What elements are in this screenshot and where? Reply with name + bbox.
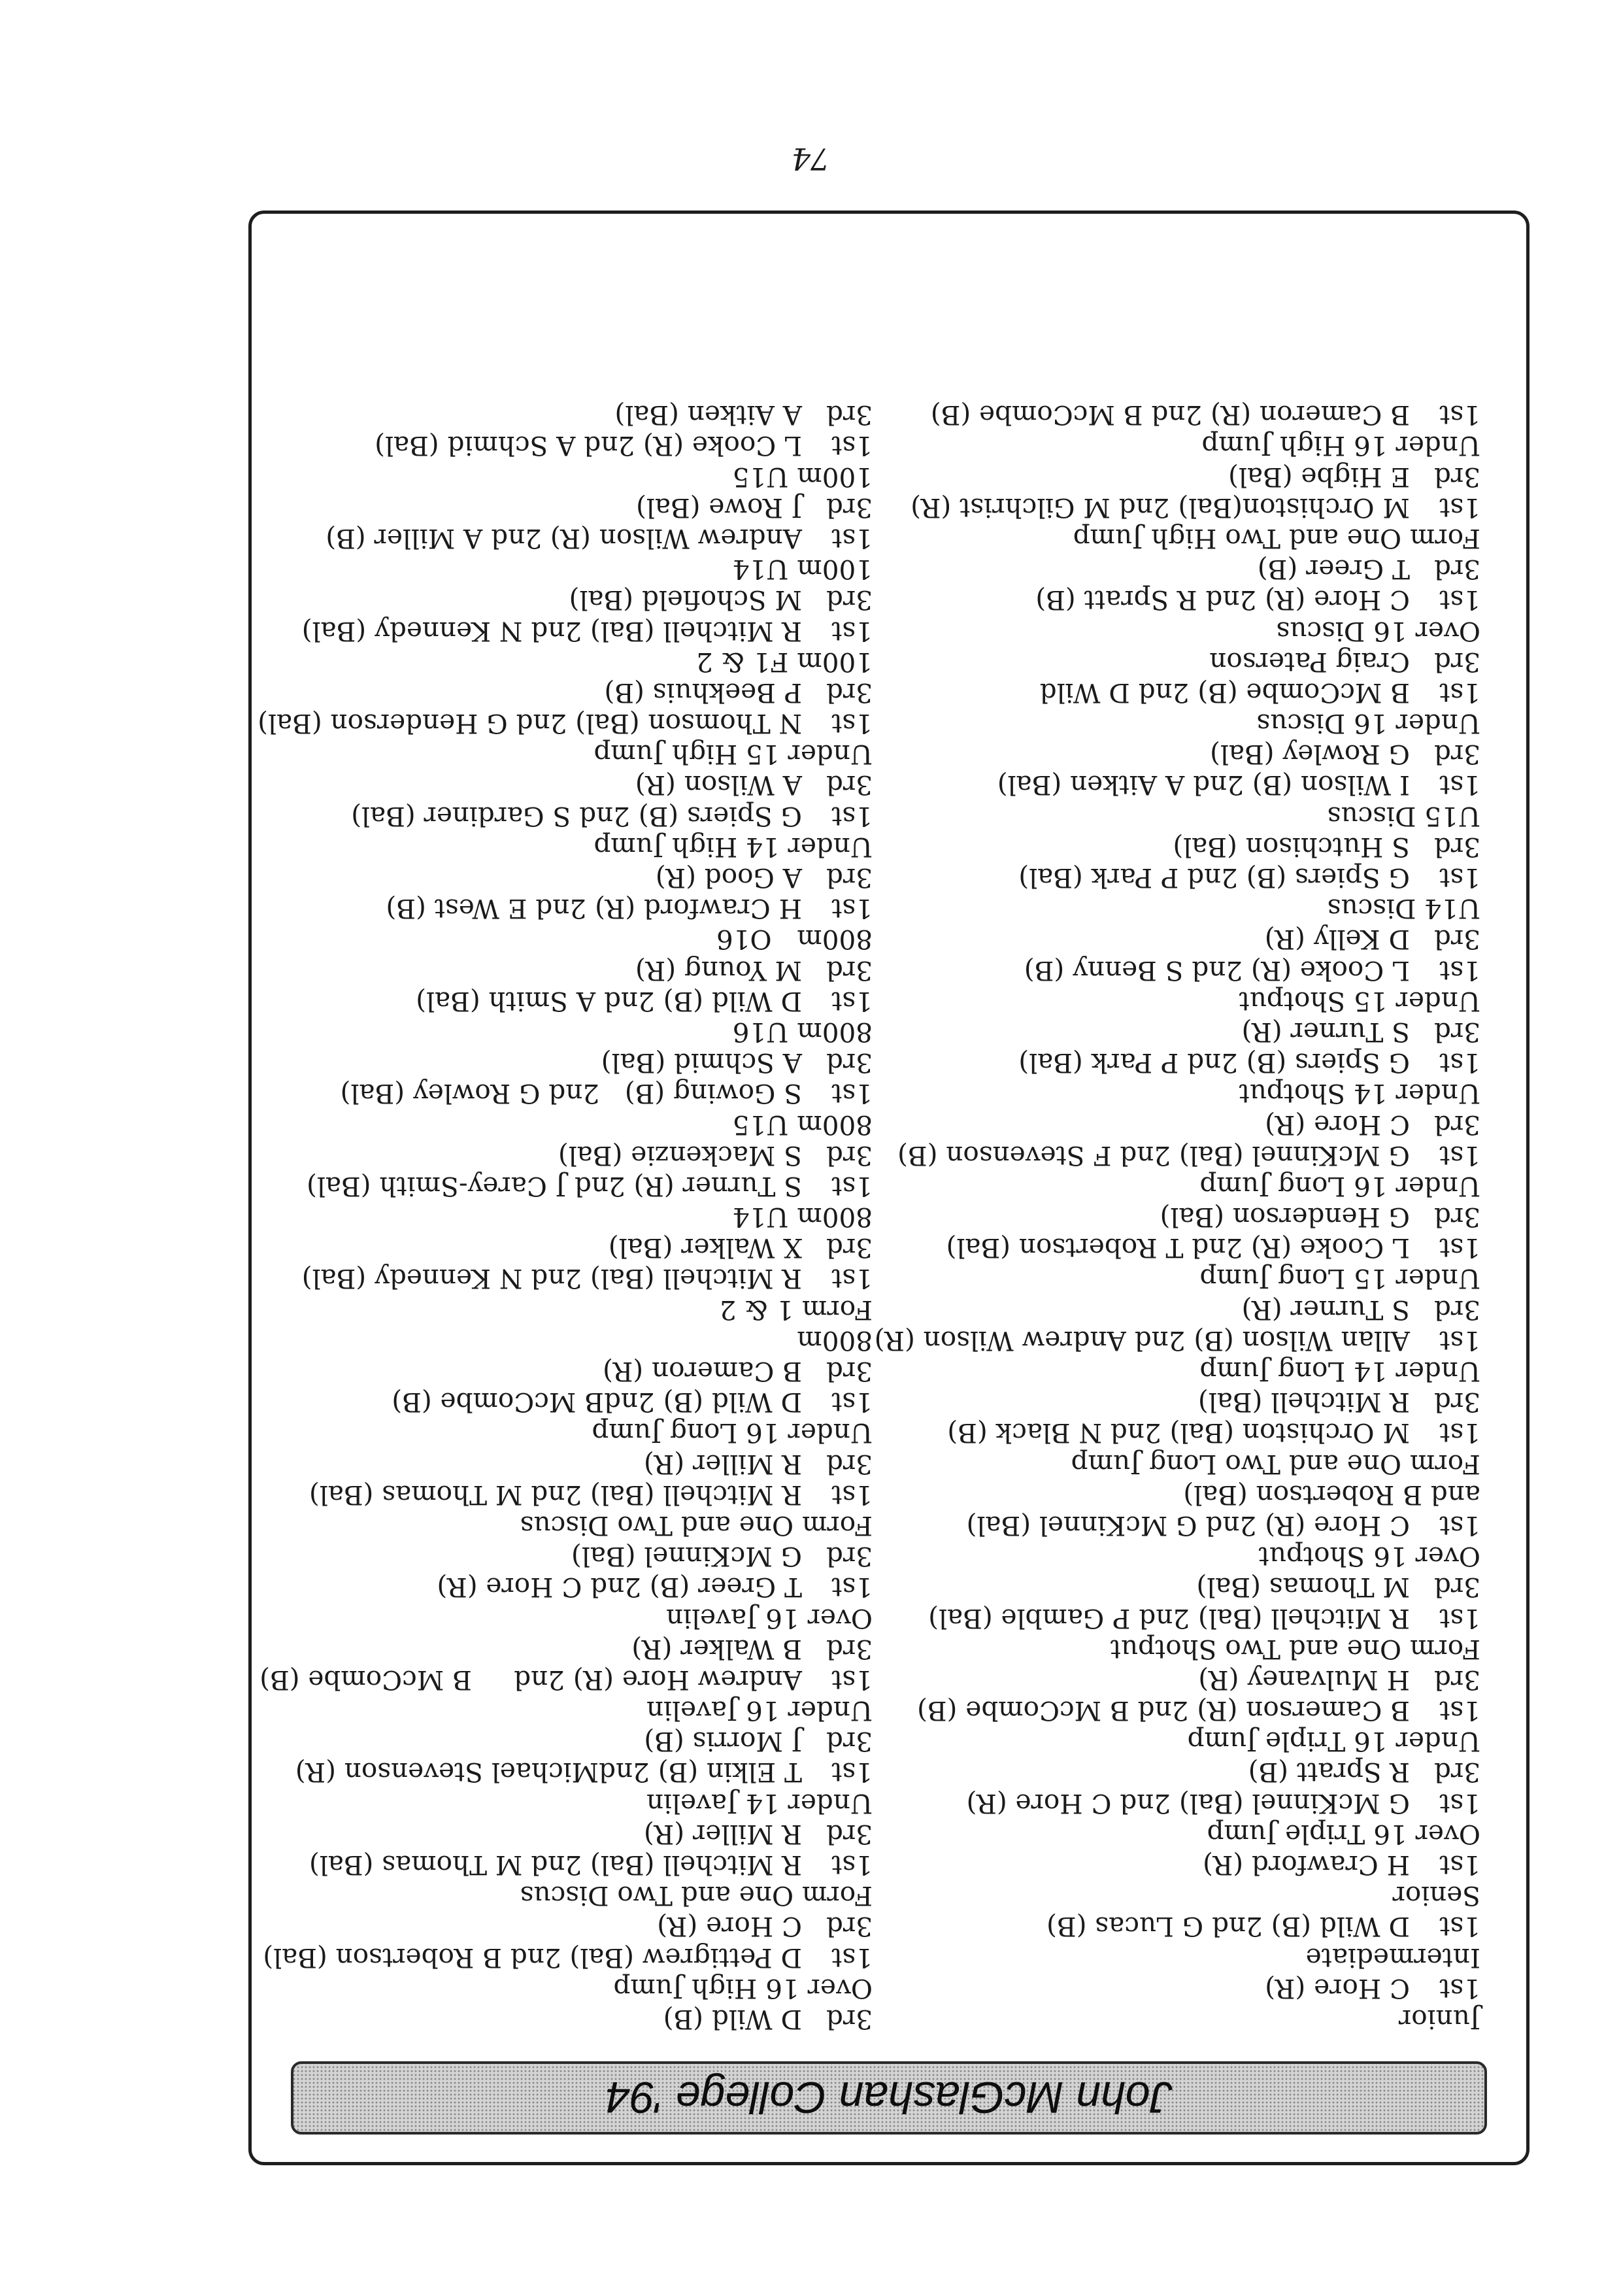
result-names: H Crawford (R): [1203, 1849, 1410, 1882]
result-line: [905, 1294, 1480, 1325]
result-line: [297, 986, 873, 1017]
placing-label: 3rd: [826, 862, 873, 894]
result-names: E Higbe (Bal): [1228, 461, 1410, 493]
placing-label: 1st: [1439, 1047, 1480, 1079]
event-heading-text: Under 16 Discus: [1256, 708, 1480, 740]
placing-label: 1st: [1439, 399, 1480, 431]
placing-label: 3rd: [1433, 831, 1480, 863]
event-heading-text: 800m U14: [732, 1202, 873, 1234]
result-line: [297, 1726, 873, 1757]
placing-label: 1st: [1439, 769, 1480, 802]
result-line: [259, 1664, 873, 1696]
results-column-left: [874, 399, 1480, 2035]
event-heading-text: Under 14 Shotput: [1239, 1078, 1480, 1110]
event-heading: [905, 1171, 1480, 1202]
result-line: [905, 1510, 1480, 1541]
result-line: [905, 1047, 1480, 1078]
event-heading: [905, 615, 1480, 646]
placing-label: 3rd: [1433, 1202, 1480, 1234]
result-line: [905, 1387, 1480, 1417]
placing-label: 3rd: [826, 2004, 873, 2035]
result-names: H Mulvaney (R): [1198, 1664, 1410, 1696]
title-banner: [291, 2061, 1487, 2135]
placing-label: 3rd: [826, 1356, 873, 1388]
placing-label: 3rd: [826, 1911, 873, 1943]
result-line: [297, 769, 873, 800]
result-line: [297, 1047, 873, 1078]
result-line: [297, 1140, 873, 1171]
result-line: [297, 1634, 873, 1664]
result-line: [297, 1448, 873, 1479]
event-heading-text: Under 16 Javelin: [646, 1695, 873, 1727]
event-heading: [297, 1017, 873, 1047]
placing-label: 3rd: [826, 769, 873, 802]
placing-label: 1st: [1439, 1695, 1480, 1727]
result-names: J Rowe (Bal): [636, 492, 802, 524]
event-heading-text: Under 14 Javelin: [646, 1787, 873, 1819]
result-names: D Wild (B): [663, 2004, 802, 2035]
result-line: [263, 1942, 873, 1974]
result-names: A Good (R): [655, 862, 802, 894]
placing-label: 1st: [1439, 1140, 1480, 1172]
result-line: [297, 1849, 873, 1880]
event-heading: [297, 554, 873, 584]
placing-label: 3rd: [826, 1448, 873, 1480]
result-line: [297, 492, 873, 523]
event-heading-text: Under 14 High Jump: [593, 831, 873, 863]
result-names: G Henderson (Bal): [1160, 1202, 1410, 1234]
event-heading: [905, 986, 1480, 1017]
placing-label: 3rd: [826, 492, 873, 524]
placing-label: 3rd: [1433, 1109, 1480, 1141]
result-names: L Cooke (R) 2nd T Robertson (Bal): [946, 1232, 1410, 1264]
result-names: N Thomson (Bal) 2nd G Henderson (Bal): [258, 708, 802, 740]
event-heading: [905, 1479, 1480, 1510]
placing-label: 3rd: [826, 1633, 873, 1665]
placing-label: 3rd: [826, 677, 873, 709]
placing-label: 3rd: [826, 1726, 873, 1758]
event-heading: [905, 1541, 1480, 1572]
result-names: B Camerson (R) 2nd B McCombe (B): [917, 1695, 1410, 1727]
result-names: S Turner (R): [1241, 1294, 1410, 1326]
placing-label: 3rd: [1433, 1017, 1480, 1048]
result-names: S Turner (R): [1241, 1017, 1410, 1048]
event-heading-text: 100m F1 & 2: [695, 646, 873, 678]
event-heading: [905, 1078, 1480, 1109]
placing-label: 3rd: [826, 1140, 873, 1172]
result-names: R Mitchell (Bal) 2nd M Thomas (Bal): [309, 1479, 802, 1511]
placing-label: 3rd: [826, 1232, 873, 1264]
placing-label: 3rd: [1433, 461, 1480, 493]
event-heading: [297, 1602, 873, 1633]
placing-label: 3rd: [1433, 924, 1480, 956]
result-names: S Turner (R) 2nd J Carey-Smith (Bal): [307, 1170, 802, 1202]
event-heading: [905, 801, 1480, 832]
event-heading: [297, 1325, 873, 1356]
result-names: B McCombe (B) 2nd D Wild: [1039, 677, 1410, 709]
result-names: T Elkin (B) 2ndMichael Stevenson (R): [295, 1757, 802, 1789]
event-heading-text: U14 Discus: [1327, 893, 1480, 925]
result-line: [297, 1387, 873, 1417]
placing-label: 1st: [831, 1479, 873, 1511]
event-heading-text: 800m O16: [716, 924, 873, 956]
result-names: T Greer (B) 2nd C Hore (R): [437, 1572, 802, 1604]
page-title: John McGlashan College '94: [605, 2072, 1173, 2122]
event-heading: [297, 832, 873, 862]
result-names: B Walker (R): [631, 1633, 802, 1665]
result-line: [297, 893, 873, 924]
event-heading-text: 100m U15: [732, 461, 873, 493]
placing-label: 3rd: [1433, 739, 1480, 771]
content-frame: [248, 211, 1529, 2165]
placing-label: 3rd: [1433, 1664, 1480, 1696]
event-heading: [297, 1973, 873, 2004]
result-line: [897, 1140, 1480, 1172]
result-line: [905, 1664, 1480, 1695]
result-names: A Schmid (Bal): [601, 1047, 802, 1079]
event-heading-text: Under 16 Long Jump: [1199, 1170, 1480, 1202]
result-line: [297, 430, 873, 461]
result-line: [905, 1417, 1480, 1448]
result-line: [905, 1017, 1480, 1047]
result-line: [905, 461, 1480, 492]
event-heading-text: Form One and Two High Jump: [1073, 523, 1480, 554]
placing-label: 1st: [1439, 954, 1480, 987]
result-names: G McKinnel (Bal) 2nd C Hore (R): [966, 1787, 1410, 1819]
placing-label: 1st: [831, 1942, 873, 1974]
result-line: [905, 647, 1480, 677]
result-names: D Wild (B) 2ndB McCombe (B): [392, 1387, 802, 1419]
result-line: [905, 1695, 1480, 1726]
result-names: C Hore (R): [1265, 1972, 1410, 2004]
placing-label: 1st: [831, 1757, 873, 1789]
event-heading-text: Junior: [1398, 2004, 1480, 2035]
result-line: [258, 708, 873, 740]
event-heading-text: Intermediate: [1305, 1942, 1480, 1974]
event-heading: [297, 924, 873, 954]
result-line: [297, 523, 873, 554]
result-names: C Hore (R) 2nd G McKinnel (Bal): [966, 1510, 1410, 1542]
placing-label: 3rd: [1433, 1572, 1480, 1604]
placing-label: 1st: [831, 800, 873, 832]
result-names: M Orchiston (Bal) 2nd N Black (B): [947, 1417, 1410, 1449]
result-line: [905, 1202, 1480, 1232]
result-names: M Orchiston(Bal) 2nd M Gilchrist (R): [911, 492, 1410, 524]
results-column-right: [258, 399, 873, 2035]
result-names: G McKinnel (Bal): [571, 1541, 802, 1573]
result-names: S Gowing (B) 2nd G Rowley (Bal): [340, 1078, 802, 1110]
placing-label: 1st: [831, 1263, 873, 1295]
placing-label: 3rd: [826, 1047, 873, 1079]
placing-label: 1st: [1439, 1849, 1480, 1882]
result-names: S Mackenzie (Bal): [558, 1140, 802, 1172]
event-heading-text: Under 16 Long Jump: [592, 1417, 873, 1449]
result-names: Andrew Wilson (R) 2nd A Miller (B): [326, 523, 802, 554]
event-heading-text: Form One and Two Shotput: [1110, 1633, 1480, 1665]
event-heading: [905, 1448, 1480, 1479]
placing-label: 3rd: [1433, 646, 1480, 678]
result-names: P Beekhuis (B): [604, 677, 802, 709]
result-names: S Hutchison (Bal): [1173, 831, 1410, 863]
event-heading-text: U15 Discus: [1327, 800, 1480, 832]
result-line: [297, 1819, 873, 1849]
event-heading-text: Over 16 High Jump: [613, 1972, 873, 2004]
result-names: L Cooke (R) 2nd S Benny (B): [1024, 954, 1410, 987]
placing-label: 1st: [831, 1849, 873, 1882]
placing-label: 1st: [831, 1078, 873, 1110]
placing-label: 3rd: [826, 1818, 873, 1850]
result-line: [905, 1973, 1480, 2004]
result-names: C Hore (R) 2nd R Spratt (B): [1035, 584, 1410, 616]
result-line: [905, 924, 1480, 954]
result-line: [874, 1325, 1480, 1357]
event-heading-text: Under 15 High Jump: [593, 739, 873, 771]
event-heading-text: Form One and Two Long Jump: [1071, 1448, 1480, 1480]
result-names: B Cameron (R): [603, 1356, 802, 1388]
event-heading-text: Over 16 Discus: [1276, 615, 1480, 647]
placing-label: 1st: [831, 1572, 873, 1604]
event-heading: [905, 708, 1480, 739]
placing-label: 1st: [831, 893, 873, 925]
result-line: [905, 677, 1480, 708]
event-heading: [905, 430, 1480, 461]
result-names: Andrew Hore (R) 2nd B McCombe (B): [259, 1664, 802, 1696]
placing-label: 1st: [831, 985, 873, 1017]
placing-label: 1st: [831, 708, 873, 740]
result-names: R Mitchell (Bal) 2nd P Gamble (Bal): [928, 1602, 1410, 1634]
result-names: G McKinnel (Bal) 2nd F Stevenson (B): [897, 1140, 1410, 1172]
result-line: [297, 1171, 873, 1202]
event-heading: [905, 1880, 1480, 1911]
event-heading-text: and B Robertson (Bal): [1183, 1479, 1480, 1511]
result-names: M Schofield (Bal): [569, 584, 802, 616]
result-line: [297, 1479, 873, 1510]
result-line: [905, 554, 1480, 584]
event-heading: [297, 1880, 873, 1911]
result-line: [297, 862, 873, 893]
event-heading-text: Under 16 High Jump: [1201, 430, 1480, 462]
event-heading: [905, 1634, 1480, 1664]
result-line: [297, 954, 873, 985]
result-names: C Hore (R): [1265, 1109, 1410, 1141]
placing-label: 1st: [1439, 1911, 1480, 1943]
result-line: [905, 769, 1480, 800]
result-names: H Crawford (R) 2nd E West (B): [386, 893, 802, 925]
event-heading: [905, 1942, 1480, 1972]
placing-label: 3rd: [826, 584, 873, 616]
event-heading: [297, 1788, 873, 1819]
result-line: [905, 1602, 1480, 1633]
event-heading-text: 800m U15: [732, 1109, 873, 1141]
result-names: R Mitchell (Bal) 2nd N Kennedy (Bal): [301, 1263, 802, 1295]
placing-label: 3rd: [1433, 554, 1480, 586]
event-heading-text: Under 14 Long Jump: [1199, 1356, 1480, 1388]
placing-label: 1st: [1439, 1787, 1480, 1819]
placing-label: 3rd: [1433, 1387, 1480, 1419]
result-names: A Wilson (R): [635, 769, 802, 802]
event-heading: [297, 1202, 873, 1232]
result-line: [297, 801, 873, 832]
placing-label: 1st: [831, 430, 873, 462]
event-heading: [905, 1356, 1480, 1387]
placing-label: 3rd: [826, 399, 873, 431]
result-names: L Cooke (R) 2nd A Schmid (Bal): [375, 430, 802, 462]
result-line: [905, 862, 1480, 893]
placing-label: 3rd: [1433, 1294, 1480, 1326]
result-line: [297, 1541, 873, 1572]
result-line: [297, 1263, 873, 1294]
placing-label: 1st: [1439, 1602, 1480, 1634]
result-line: [905, 1232, 1480, 1263]
placing-label: 1st: [1439, 677, 1480, 709]
result-names: Craig Paterson: [1209, 646, 1410, 678]
event-heading-text: 800m: [797, 1325, 873, 1357]
event-heading: [297, 739, 873, 769]
placing-label: 1st: [831, 523, 873, 554]
event-heading-text: Over 16 Shotput: [1258, 1541, 1480, 1573]
result-line: [905, 1788, 1480, 1819]
placing-label: 1st: [831, 615, 873, 647]
event-heading: [297, 1510, 873, 1541]
event-heading: [905, 1819, 1480, 1849]
result-line: [297, 677, 873, 708]
placing-label: 3rd: [826, 1541, 873, 1573]
event-heading: [297, 1109, 873, 1140]
event-heading-text: Over 16 Triple Jump: [1207, 1818, 1480, 1850]
event-heading-text: Form 1 & 2: [719, 1294, 873, 1326]
placing-label: 1st: [1439, 1510, 1480, 1542]
result-names: R Spratt (B): [1248, 1757, 1410, 1789]
result-line: [905, 492, 1480, 523]
event-heading-text: Over 16 Javelin: [666, 1602, 873, 1634]
result-names: I Wilson (B) 2nd A Aitken (Bal): [997, 769, 1410, 802]
result-names: D Wild (B) 2nd A Smith (Bal): [416, 985, 802, 1017]
event-heading-text: 800m U16: [732, 1017, 873, 1048]
result-names: C Hore (R): [657, 1911, 802, 1943]
event-heading-text: Under 15 Shotput: [1239, 985, 1480, 1017]
event-heading-text: Under 16 Triple Jump: [1187, 1726, 1480, 1758]
result-line: [905, 399, 1480, 430]
placing-label: 1st: [831, 1387, 873, 1419]
result-names: R Miller (R): [644, 1448, 802, 1480]
result-line: [905, 739, 1480, 769]
result-names: M Young (R): [635, 954, 802, 987]
result-names: G Spiers (B) 2nd P Park (Bal): [1018, 862, 1410, 894]
result-names: G Rowley (Bal): [1210, 739, 1410, 771]
result-names: T Greer (B): [1257, 554, 1410, 586]
result-names: D Kelly (R): [1264, 924, 1410, 956]
result-line: [297, 399, 873, 430]
result-line: [297, 1356, 873, 1387]
placing-label: 1st: [1439, 1972, 1480, 2004]
placing-label: 1st: [1439, 862, 1480, 894]
result-names: D Wild (B) 2nd G Lucas (B): [1046, 1911, 1410, 1943]
result-line: [297, 1078, 873, 1109]
event-heading: [297, 1417, 873, 1448]
placing-label: 3rd: [1433, 1757, 1480, 1789]
placing-label: 1st: [1439, 1325, 1480, 1357]
event-heading-text: Form One and Two Discus: [520, 1510, 873, 1542]
result-line: [297, 584, 873, 615]
event-heading: [905, 893, 1480, 924]
placing-label: 1st: [1439, 1232, 1480, 1264]
result-line: [297, 615, 873, 646]
placing-label: 1st: [1439, 1417, 1480, 1449]
result-line: [297, 1911, 873, 1942]
event-heading: [905, 1726, 1480, 1757]
result-names: B Cameron (R) 2nd B McCombe (B): [930, 399, 1410, 431]
event-heading: [905, 1263, 1480, 1294]
event-heading: [905, 2004, 1480, 2034]
result-names: J Morris (B): [644, 1726, 802, 1758]
event-heading-text: Under 15 Long Jump: [1199, 1263, 1480, 1295]
result-names: G Spiers (B) 2nd P Park (Bal): [1018, 1047, 1410, 1079]
event-heading-text: 100m U14: [732, 554, 873, 586]
event-heading: [297, 1294, 873, 1325]
result-line: [905, 832, 1480, 862]
page-number: 74: [791, 141, 830, 177]
result-line: [905, 1911, 1480, 1942]
placing-label: 1st: [1439, 584, 1480, 616]
event-heading-text: Senior: [1392, 1880, 1480, 1912]
result-names: M Thomas (Bal): [1196, 1572, 1410, 1604]
result-line: [297, 2004, 873, 2034]
event-heading-text: Form One and Two Discus: [520, 1880, 873, 1912]
result-line: [905, 954, 1480, 985]
placing-label: 1st: [831, 1170, 873, 1202]
result-line: [297, 1232, 873, 1263]
result-line: [905, 1757, 1480, 1787]
event-heading: [905, 523, 1480, 554]
result-line: [905, 1572, 1480, 1602]
result-line: [297, 1572, 873, 1602]
result-line: [905, 584, 1480, 615]
result-names: R Mitchell (Bal): [1197, 1387, 1410, 1419]
event-heading: [297, 647, 873, 677]
result-names: X Walker (Bal): [608, 1232, 802, 1264]
event-heading: [297, 461, 873, 492]
result-line: [905, 1849, 1480, 1880]
result-names: R Miller (R): [644, 1818, 802, 1850]
event-heading: [297, 1695, 873, 1726]
placing-label: 3rd: [826, 954, 873, 987]
placing-label: 1st: [831, 1664, 873, 1696]
placing-label: 1st: [1439, 492, 1480, 524]
result-names: A Aitken (Bal): [614, 399, 802, 431]
result-line: [905, 1109, 1480, 1140]
result-names: Allan Wilson (B) 2nd Andrew Wilson (R): [874, 1325, 1410, 1357]
result-names: D Pettigrew (Bal) 2nd B Robertson (Bal): [263, 1942, 802, 1974]
result-names: G Spiers (B) 2nd S Gardiner (Bal): [351, 800, 802, 832]
result-names: R Mitchell (Bal) 2nd N Kennedy (Bal): [301, 615, 802, 647]
result-names: R Mitchell (Bal) 2nd M Thomas (Bal): [309, 1849, 802, 1882]
result-line: [297, 1757, 873, 1787]
